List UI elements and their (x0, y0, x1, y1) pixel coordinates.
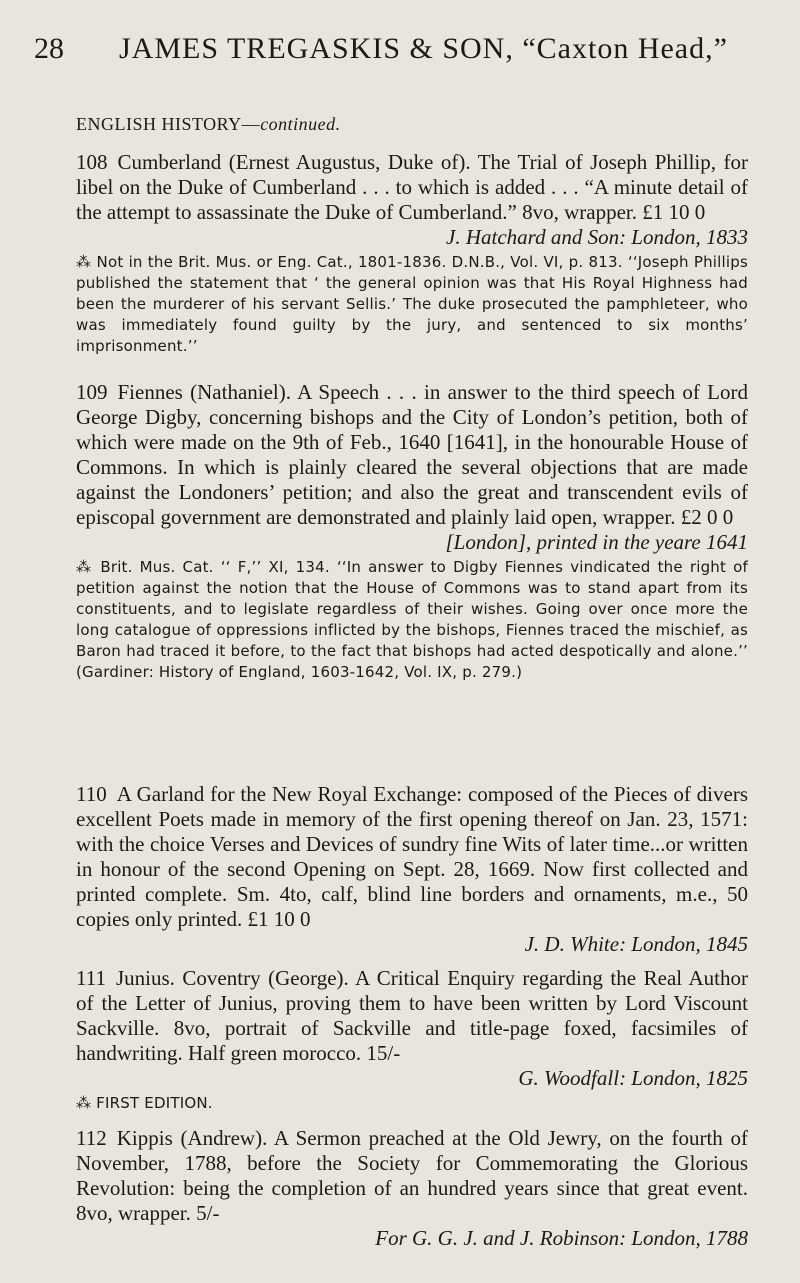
catalogue-entry-109 (76, 380, 748, 683)
entry-number: 109 (76, 380, 108, 404)
entry-number: 108 (76, 150, 108, 174)
page-header (34, 30, 766, 70)
catalogue-entry-108 (76, 150, 748, 357)
section-title-suffix: continued. (260, 114, 341, 134)
entry-number: 111 (76, 966, 106, 990)
entry-description: Cumberland (Ernest Augustus, Duke of). The Trial of Joseph Phillip, for libel on the Duke of Cumberland . . . to which is added . . . “A minute detail of the attempt to assassinate the Duke of Cumberland.” 8vo, wrapper. £1 10 0 (76, 150, 748, 224)
entry-imprint: For G. G. J. and J. Robinson: London, 1788 (375, 1226, 748, 1250)
entry-text (76, 150, 748, 225)
entry-text (76, 1126, 748, 1226)
running-title: JAMES TREGASKIS & SON, “Caxton Head,” (119, 32, 728, 65)
page-number: 28 (34, 32, 64, 65)
entry-description: Kippis (Andrew). A Sermon preached at the Old Jewry, on the fourth of November, 1788, before the Society for Commemorating the Glorious Revolution: being the completion of an hundred years since that great event. 8vo, wrapper. 5/- (76, 1126, 748, 1225)
entry-imprint: G. Woodfall: London, 1825 (518, 1066, 748, 1090)
catalogue-entry-112 (76, 1126, 748, 1251)
entry-number: 110 (76, 782, 107, 806)
catalogue-entry-110 (76, 782, 748, 957)
section-title-prefix: ENGLISH HISTORY— (76, 114, 261, 134)
entry-description: Fiennes (Nathaniel). A Speech . . . in answer to the third speech of Lord George Digby, concerning bishops and the City of London’s petition, both of which were made on the 9th of Feb., 1640 [1641], in the honourable House of Commons. In which is plainly cleared the several objections that are made against the Londoners’ petition; and also the great and transcendent evils of episcopal government are demonstrated and plainly laid open, wrapper. £2 0 0 (76, 380, 748, 529)
entry-text (76, 966, 748, 1066)
entry-note: ⁂ Brit. Mus. Cat. ‘‘ F,’’ XI, 134. ‘‘In answer to Digby Fiennes vindicated the right of petition against the notion that the House of Commons was to stand apart from its constituents, and to legislate regardless of their wishes. Going over once more the long catalogue of oppressions inflicted by the bishops, Fiennes traced the mischief, as Baron had traced it before, to the fact that bishops had acted despotically and alone.’’ (Gardiner: History of England, 1603-1642, Vol. IX, p. 279.) (76, 558, 748, 681)
entry-description: A Garland for the New Royal Exchange: composed of the Pieces of divers excellent Poets made in memory of the first opening thereof on Jan. 23, 1571: with the choice Verses and Devices of sundry fine Wits of later time...or written in honour of the second Opening on Sept. 28, 1669. Now first collected and printed complete. Sm. 4to, calf, blind line borders and ornaments, m.e., 50 copies only printed. £1 10 0 (76, 782, 748, 931)
catalogue-entry-111 (76, 966, 748, 1114)
entry-note: ⁂ Not in the Brit. Mus. or Eng. Cat., 1801-1836. D.N.B., Vol. VI, p. 813. ‘‘Joseph Phillips published the statement that ‘ the general opinion was that His Royal Highness had been the murderer of his servant Sellis.’ The duke prosecuted the pamphleteer, who was immediately found guilty by the jury, and sentenced to six months’ imprisonment.’’ (76, 253, 748, 355)
section-heading (76, 114, 341, 135)
entry-imprint: J. D. White: London, 1845 (524, 932, 748, 956)
entry-text (76, 380, 748, 530)
entry-number: 112 (76, 1126, 107, 1150)
entry-imprint: [London], printed in the yeare 1641 (445, 530, 748, 554)
entry-imprint: J. Hatchard and Son: London, 1833 (446, 225, 748, 249)
entry-description: Junius. Coventry (George). A Critical Enquiry regarding the Real Author of the Letter of Junius, proving them to have been written by Lord Viscount Sackville. 8vo, portrait of Sackville and title-page foxed, facsimiles of handwriting. Half green morocco. 15/- (76, 966, 748, 1065)
entry-text (76, 782, 748, 932)
entry-note: ⁂ FIRST EDITION. (76, 1094, 213, 1112)
